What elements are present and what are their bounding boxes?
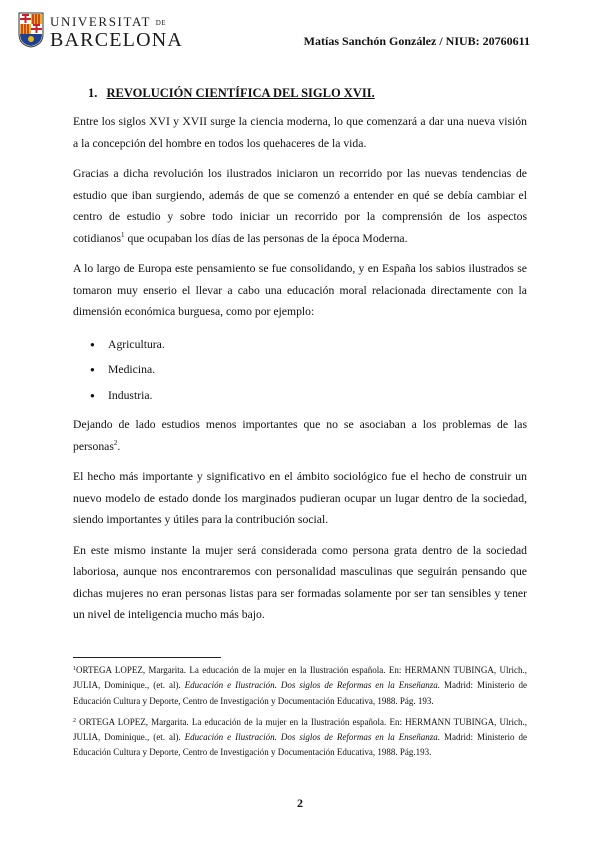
paragraph-5: El hecho más importante y significativo en el ámbito sociológico fue el hecho de construir un nuevo modelo de estado donde los marginados pudieran ocupar un lugar dentro de la sociedad, siendo importantes y útiles para la contribución social.	[73, 470, 527, 526]
logo-wordmark-top: UNIVERSITAT DE	[50, 14, 167, 29]
page-number: 2	[297, 796, 303, 810]
list-item: ● Industria.	[73, 383, 527, 409]
main-content	[73, 86, 527, 635]
footnote-divider	[73, 657, 221, 658]
footnote-ref-1[interactable]: 1	[121, 230, 125, 239]
footnote-ref-2[interactable]: 2	[113, 438, 118, 447]
footnote-1: $^1$ORTEGA LOPEZ, Margarita. La educación de la mujer en la Ilustración española. En: HERMANN TUBINGA, Ulrich., JULIA, Dominique., (et. al). Educación e Ilustración. Dos siglos de Reformas en la Enseñanza. Madrid: Ministerio de Educación Cultura y Deporte, Centro de Investigación y Documentación Educativa, 1988. Pág. 193.	[73, 665, 527, 706]
coat-of-arms-icon	[18, 12, 44, 48]
author-header: Matías Sanchón González / NIUB: 20760611	[303, 34, 530, 48]
paragraph-3: A lo largo de Europa este pensamiento se fue consolidando, y en España los sabios ilustrados se tomaron muy enserio el llevar a cabo una educación moral relacionada directamente con la dimensión económica burguesa, como por ejemplo:	[73, 262, 527, 318]
footnotes	[73, 663, 527, 767]
paragraph-6: En este mismo instante la mujer será considerada como persona grata dentro de la sociedad laboriosa, aunque nos encontraremos con personalidad masculinas que seguirán pensando que dichas mujeres no eran personas listas para ser formadas solamente por ser tan sensibles y tener un nivel de inteligencia mucho más bajo.	[73, 543, 527, 621]
university-logo	[18, 10, 184, 52]
logo-wordmark-de: DE	[155, 19, 167, 27]
logo-wordmark-bottom: BARCELONA	[50, 29, 184, 51]
footnote-2: $^2$ ORTEGA LOPEZ, Margarita. La educación de la mujer en la Ilustración española. En: HERMANN TUBINGA, Ulrich., JULIA, Dominique., (et. al). Educación e Ilustración. Dos siglos de Reformas en la Enseñanza. Madrid: Ministerio de Educación Cultura y Deporte, Centro de Investigación y Documentación Educativa, 1988. Pág.193.	[73, 716, 527, 758]
paragraph-2: Gracias a dicha revolución los ilustrados iniciaron un recorrido por las nuevas tendencias de estudio que iban surgiendo, además de que se comenzó a entender en qué se debía cambiar el centro de estudio y sobre todo iniciar un recorrido por la comprensión de los aspectos cotidianos$^1$ que ocupaban los días de las personas de la época Moderna.	[73, 167, 527, 245]
section-heading	[88, 86, 527, 101]
bullet-list	[73, 332, 527, 409]
section-title: REVOLUCIÓN CIENTÍFICA DEL SIGLO XVII.	[106, 86, 375, 100]
section-number: 1.	[88, 86, 98, 100]
paragraph-1: Entre los siglos XVI y XVII surge la ciencia moderna, lo que comenzará a dar una nueva visión a la concepción del hombre en todos los quehaceres de la vida.	[73, 115, 527, 150]
list-item: ● Agricultura.	[73, 332, 527, 358]
list-item: ● Medicina.	[73, 357, 527, 383]
paragraph-4: Dejando de lado estudios menos importantes que no se asociaban a los problemas de las personas$^2$.	[73, 418, 527, 453]
